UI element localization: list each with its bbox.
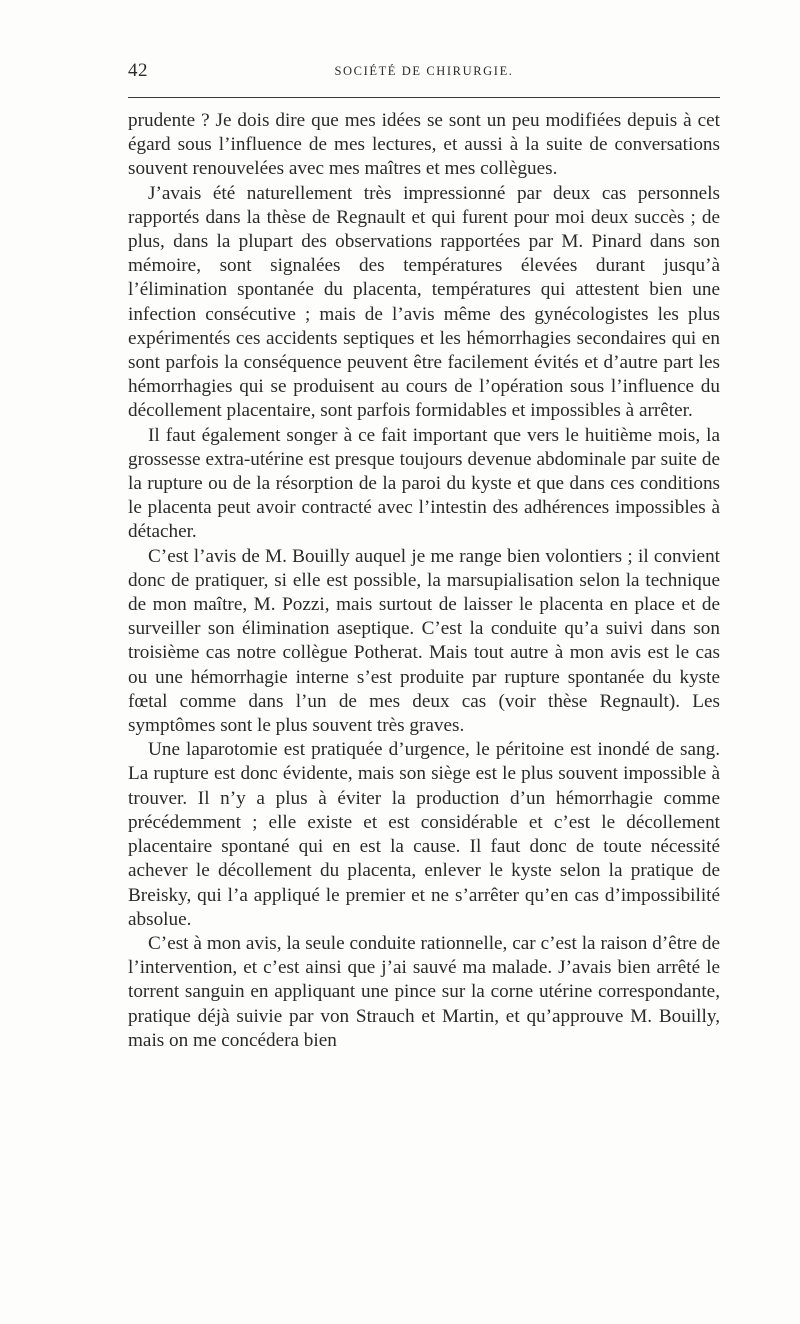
paragraph-4: C’est l’avis de M. Bouilly auquel je me range bien volontiers ; il convient donc de pratiquer, si elle est possible, la marsupialisation selon la technique de mon maître, M. Pozzi, mais surtout de laisser le placenta en place et de surveiller son élimination aseptique. C’est la conduite qu’a suivi dans son troisième cas notre collègue Potherat. Mais tout autre à mon avis est le cas ou une hémorrhagie interne s’est produite par rupture spontanée du kyste fœtal comme dans l’un de mes deux cas (voir thèse Regnault). Les symptômes sont le plus souvent très graves. [128, 545, 720, 737]
running-title: SOCIÉTÉ DE CHIRURGIE. [334, 64, 514, 78]
header-rule [128, 97, 720, 98]
body-text [128, 109, 720, 1053]
page-header [128, 60, 720, 90]
page-number: 42 [128, 60, 148, 81]
paragraph-6: C’est à mon avis, la seule conduite rationnelle, car c’est la raison d’être de l’intervention, et c’est ainsi que j’ai sauvé ma malade. J’avais bien arrêté le torrent sanguin en appliquant une pince sur la corne utérine correspondante, pratique déjà suivie par von Strauch et Martin, et qu’approuve M. Bouilly, mais on me concédera bien [128, 932, 720, 1051]
paragraph-1: prudente ? Je dois dire que mes idées se sont un peu modifiées depuis à cet égard sous l’influence de mes lectures, et aussi à la suite de conversations souvent renouvelées avec mes maîtres et mes collègues. [128, 110, 720, 180]
paragraph-3: Il faut également songer à ce fait important que vers le huitième mois, la grossesse extra-utérine est presque toujours devenue abdominale par suite de la rupture ou de la résorption de la paroi du kyste et que dans ces conditions le placenta peut avoir contracté avec l’intestin des adhérences impossibles à détacher. [128, 424, 720, 543]
paragraph-5: Une laparotomie est pratiquée d’urgence, le péritoine est inondé de sang. La rupture est donc évidente, mais son siège est le plus souvent impossible à trouver. Il n’y a plus à éviter la production d’un hémorrhagie comme précédemment ; elle existe et est considérable et c’est le décollement placentaire spontané qui en est la cause. Il faut donc de toute nécessité achever le décollement du placenta, enlever le kyste selon la pratique de Breisky, qui l’a appliqué le premier et ne s’arrêter qu’en cas d’impossibilité absolue. [128, 739, 720, 930]
paragraph-2: J’avais été naturellement très impressionné par deux cas personnels rapportés dans la thèse de Regnault et qui furent pour moi deux succès ; de plus, dans la plupart des observations rapportées par M. Pinard dans son mémoire, sont signalées des températures élevées durant jusqu’à l’élimination spontanée du placenta, températures qui attestent bien une infection consécutive ; mais de l’avis même des gynécologistes les plus expérimentés ces accidents septiques et les hémorrhagies secondaires qui en sont parfois la conséquence peuvent être facilement évités et d’autre part les hémorrhagies qui se produisent au cours de l’opération sous l’influence du décollement placentaire, sont parfois formidables et impossibles à arrêter. [128, 182, 720, 422]
